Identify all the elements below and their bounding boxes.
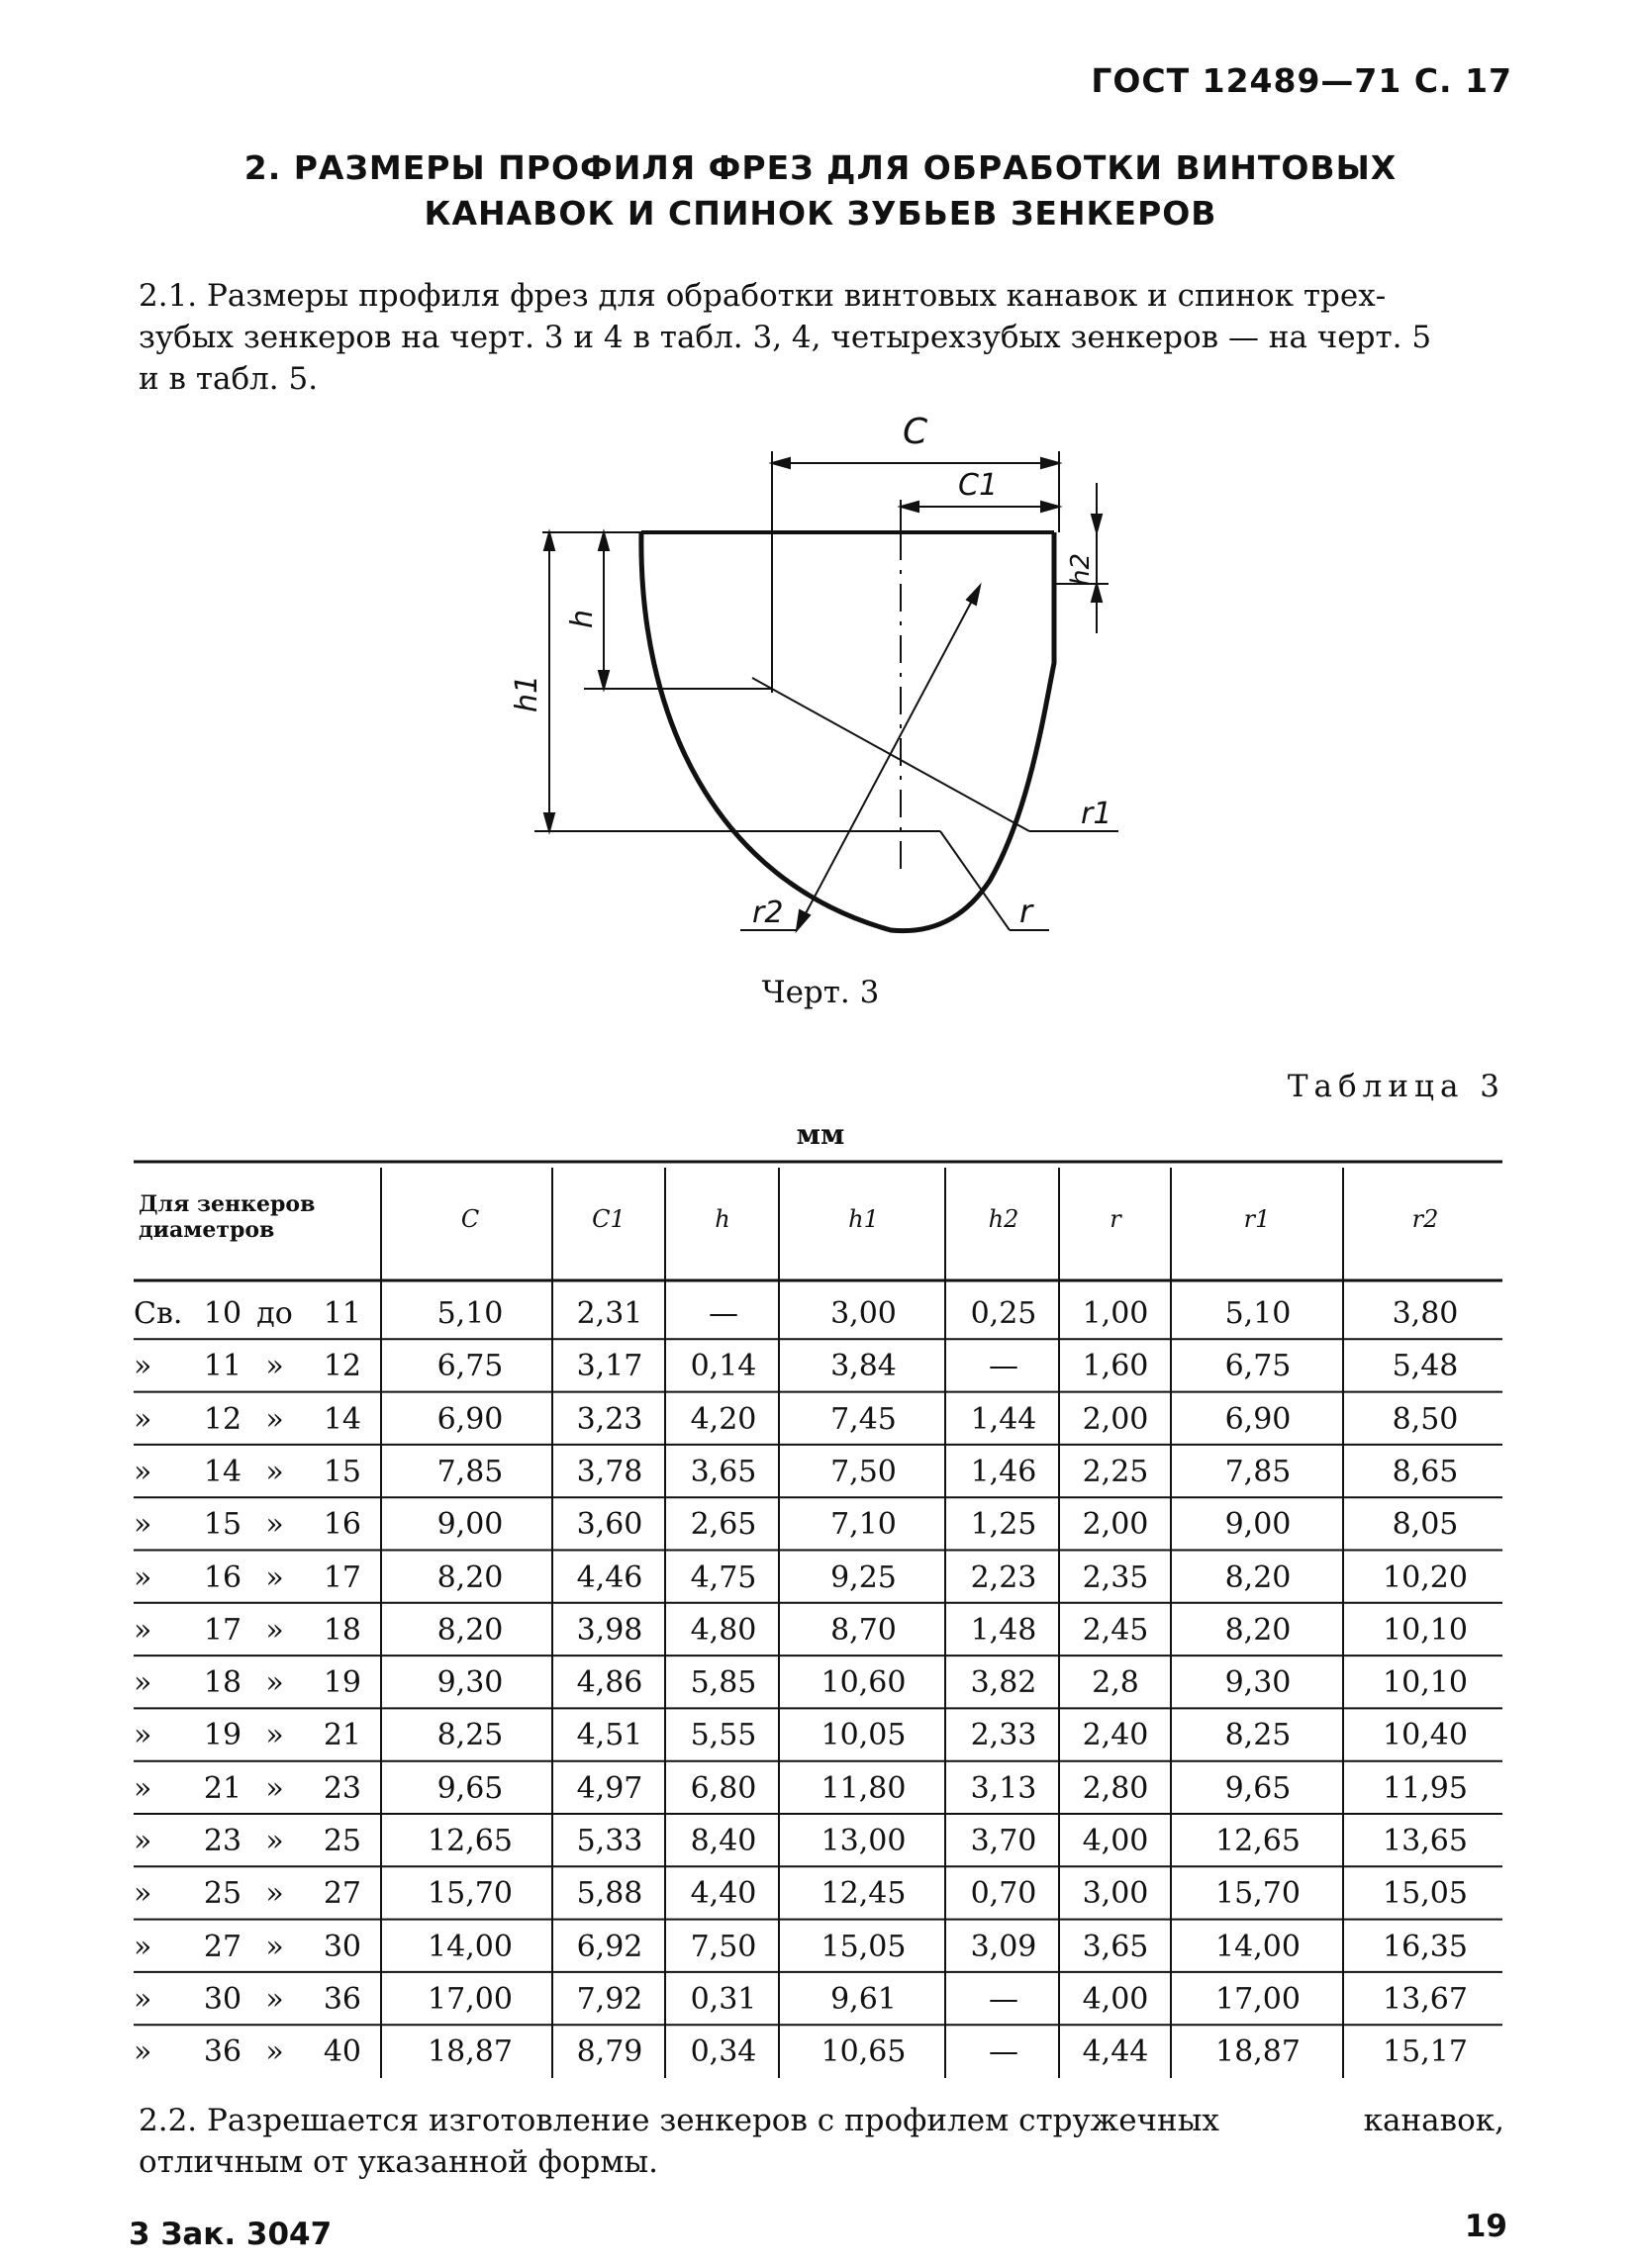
row-to: 15 bbox=[323, 1454, 361, 1489]
row-from: 36 bbox=[203, 2034, 242, 2070]
row-sep: » bbox=[265, 1824, 284, 1858]
row-from: 27 bbox=[203, 1929, 242, 1964]
paragraph-line: зубых зенкеров на черт. 3 и 4 в табл. 3, 4, четырехзубых зенкеров — на черт. 5 bbox=[139, 320, 1432, 355]
paragraph-line: отличным от указанной формы. bbox=[139, 2144, 659, 2180]
cell-r1: 9,30 bbox=[1224, 1665, 1292, 1701]
cell-c1: 4,86 bbox=[576, 1665, 643, 1701]
cell-c: 17,00 bbox=[428, 1981, 513, 2017]
cell-r2: 11,95 bbox=[1383, 1770, 1468, 1806]
label-h: h bbox=[565, 609, 600, 628]
row-from: 17 bbox=[203, 1612, 242, 1648]
cell-r: 2,35 bbox=[1082, 1559, 1149, 1595]
row-sep: » bbox=[265, 1665, 284, 1701]
cell-h1: 10,05 bbox=[820, 1718, 907, 1753]
row-prefix: » bbox=[134, 1824, 152, 1858]
row-sep: » bbox=[265, 1718, 284, 1753]
arrow-head bbox=[1092, 515, 1102, 532]
cell-h2: — bbox=[989, 2034, 1018, 2070]
row-prefix: » bbox=[134, 1929, 152, 1964]
arrow-head bbox=[599, 532, 609, 550]
arrow-head bbox=[772, 458, 790, 468]
header-col-c1: C1 bbox=[592, 1205, 626, 1233]
label-r1: r1 bbox=[1081, 797, 1112, 831]
row-to: 23 bbox=[323, 1770, 361, 1806]
cell-h: 5,85 bbox=[690, 1665, 757, 1701]
row-prefix: » bbox=[134, 1454, 152, 1489]
cell-r: 2,40 bbox=[1082, 1718, 1149, 1753]
radius-r-leader bbox=[940, 831, 1010, 930]
arrow-head bbox=[544, 532, 554, 550]
label-c1: C1 bbox=[958, 468, 999, 503]
cell-r1: 5,10 bbox=[1224, 1296, 1292, 1331]
cell-c1: 4,46 bbox=[576, 1559, 643, 1595]
cell-r: 1,60 bbox=[1082, 1349, 1149, 1384]
header-col-h: h bbox=[715, 1205, 730, 1233]
row-prefix: » bbox=[134, 1612, 152, 1648]
cell-h2: 3,09 bbox=[970, 1929, 1037, 1964]
arrow-head bbox=[1041, 458, 1059, 468]
row-prefix: » bbox=[134, 1770, 152, 1806]
cell-r: 4,44 bbox=[1082, 2034, 1149, 2070]
header-col-c: C bbox=[460, 1205, 480, 1233]
cell-h1: 10,60 bbox=[820, 1665, 907, 1701]
cell-h: 3,65 bbox=[690, 1454, 757, 1489]
row-to: 16 bbox=[323, 1507, 361, 1543]
cell-c1: 2,31 bbox=[576, 1296, 643, 1331]
row-to: 19 bbox=[323, 1665, 361, 1701]
row-to: 12 bbox=[323, 1349, 361, 1384]
row-sep: » bbox=[265, 1929, 284, 1964]
paragraph-line: и в табл. 5. bbox=[139, 361, 319, 397]
cell-h2: 2,23 bbox=[970, 1559, 1037, 1595]
cell-c: 8,20 bbox=[436, 1559, 504, 1595]
cell-c: 6,90 bbox=[436, 1401, 504, 1437]
row-to: 27 bbox=[323, 1876, 361, 1912]
paragraph-2-2 bbox=[139, 2100, 1504, 2183]
row-sep: » bbox=[265, 2034, 284, 2070]
row-sep: » bbox=[265, 1612, 284, 1648]
cell-h1: 10,65 bbox=[820, 2034, 907, 2070]
row-from: 18 bbox=[203, 1665, 242, 1701]
row-prefix: » bbox=[134, 2034, 152, 2070]
label-c: C bbox=[903, 416, 928, 452]
cell-r2: 10,40 bbox=[1383, 1718, 1468, 1753]
row-from: 23 bbox=[203, 1824, 242, 1858]
cell-c: 12,65 bbox=[428, 1824, 513, 1858]
row-to: 21 bbox=[323, 1718, 361, 1753]
cell-r1: 8,20 bbox=[1224, 1612, 1292, 1648]
header-col-h1: h1 bbox=[848, 1205, 879, 1233]
row-sep: до bbox=[256, 1296, 293, 1331]
cell-r2: 10,20 bbox=[1383, 1559, 1468, 1595]
arrow-head bbox=[1041, 502, 1059, 512]
section-title-line2: КАНАВОК И СПИНОК ЗУБЬЕВ ЗЕНКЕРОВ bbox=[424, 194, 1217, 233]
row-from: 10 bbox=[203, 1296, 242, 1331]
row-from: 15 bbox=[203, 1507, 242, 1543]
cell-h: 4,20 bbox=[690, 1401, 757, 1437]
cell-h2: — bbox=[989, 1981, 1018, 2017]
row-sep: » bbox=[265, 1981, 284, 2017]
cell-c1: 8,79 bbox=[576, 2034, 643, 2070]
cell-r2: 8,65 bbox=[1392, 1454, 1459, 1489]
cell-r2: 13,65 bbox=[1383, 1824, 1468, 1858]
label-h1: h1 bbox=[510, 674, 544, 712]
row-prefix: Св. bbox=[134, 1296, 183, 1331]
cell-h1: 11,80 bbox=[820, 1770, 907, 1806]
cell-h2: 1,25 bbox=[970, 1507, 1037, 1543]
cell-h2: 0,70 bbox=[970, 1876, 1037, 1912]
cell-r1: 18,87 bbox=[1215, 2034, 1301, 2070]
row-from: 21 bbox=[203, 1770, 242, 1806]
cell-h2: — bbox=[989, 1349, 1018, 1384]
header-col-r1: r1 bbox=[1243, 1205, 1271, 1233]
cell-h2: 2,33 bbox=[970, 1718, 1037, 1753]
cell-r1: 15,70 bbox=[1215, 1876, 1301, 1912]
header-col-r: r bbox=[1110, 1205, 1121, 1233]
arrow-head bbox=[901, 502, 918, 512]
cell-h: 0,14 bbox=[690, 1349, 757, 1384]
row-prefix: » bbox=[134, 1718, 152, 1753]
cell-c1: 3,23 bbox=[576, 1401, 643, 1437]
row-prefix: » bbox=[134, 1665, 152, 1701]
cell-r: 2,45 bbox=[1082, 1612, 1149, 1648]
cell-r2: 13,67 bbox=[1383, 1981, 1468, 2017]
cell-h1: 7,45 bbox=[830, 1401, 897, 1437]
paragraph-line: канавок, bbox=[1363, 2103, 1504, 2138]
cell-r2: 10,10 bbox=[1383, 1665, 1468, 1701]
cell-h: 0,34 bbox=[690, 2034, 757, 2070]
cell-r2: 5,48 bbox=[1392, 1349, 1459, 1384]
cell-h1: 7,10 bbox=[830, 1507, 897, 1543]
cell-r: 2,80 bbox=[1082, 1770, 1149, 1806]
cell-r: 1,00 bbox=[1082, 1296, 1149, 1331]
cell-c1: 5,33 bbox=[576, 1824, 643, 1858]
cell-r2: 8,50 bbox=[1392, 1401, 1459, 1437]
cell-r1: 9,65 bbox=[1224, 1770, 1292, 1806]
cell-r1: 17,00 bbox=[1215, 1981, 1301, 2017]
arrow-head bbox=[599, 671, 609, 689]
cell-h: 7,50 bbox=[690, 1929, 757, 1964]
cell-r2: 15,17 bbox=[1383, 2034, 1468, 2070]
row-prefix: » bbox=[134, 1349, 152, 1384]
cell-r2: 8,05 bbox=[1392, 1507, 1459, 1543]
cell-c: 15,70 bbox=[428, 1876, 513, 1912]
cell-r1: 6,90 bbox=[1224, 1401, 1292, 1437]
footer-order-number: 3 Зак. 3047 bbox=[129, 2217, 333, 2252]
page-header-code: ГОСТ 12489—71 С. 17 bbox=[1091, 61, 1512, 100]
cell-c: 18,87 bbox=[428, 2034, 513, 2070]
cell-c1: 5,88 bbox=[576, 1876, 643, 1912]
section-title-line1: 2. РАЗМЕРЫ ПРОФИЛЯ ФРЕЗ ДЛЯ ОБРАБОТКИ ВИНТОВЫХ bbox=[243, 148, 1398, 187]
row-prefix: » bbox=[134, 1559, 152, 1595]
cell-c: 5,10 bbox=[436, 1296, 504, 1331]
row-from: 19 bbox=[203, 1718, 242, 1753]
cell-r: 2,00 bbox=[1082, 1507, 1149, 1543]
cell-r1: 8,20 bbox=[1224, 1559, 1292, 1595]
cell-c1: 3,98 bbox=[576, 1612, 643, 1648]
cell-c: 8,20 bbox=[436, 1612, 504, 1648]
paragraph-line: 2.1. Размеры профиля фрез для обработки винтовых канавок и спинок трех- bbox=[139, 278, 1387, 314]
cell-c: 9,30 bbox=[436, 1665, 504, 1701]
header-diameters-line1: Для зенкеров bbox=[139, 1191, 316, 1217]
row-sep: » bbox=[265, 1770, 284, 1806]
row-from: 11 bbox=[203, 1349, 242, 1384]
cell-c: 14,00 bbox=[428, 1929, 513, 1964]
cell-r1: 8,25 bbox=[1224, 1718, 1292, 1753]
cell-r: 2,8 bbox=[1092, 1665, 1139, 1701]
row-to: 11 bbox=[323, 1296, 361, 1331]
paragraph-2-1 bbox=[139, 275, 1499, 400]
cell-h1: 9,25 bbox=[830, 1559, 897, 1595]
cell-h: — bbox=[709, 1296, 738, 1331]
cell-c: 8,25 bbox=[436, 1718, 504, 1753]
row-sep: » bbox=[265, 1349, 284, 1384]
row-to: 18 bbox=[323, 1612, 361, 1648]
header-diameters-line2: диаметров bbox=[139, 1217, 275, 1243]
cell-h: 2,65 bbox=[690, 1507, 757, 1543]
row-prefix: » bbox=[134, 1876, 152, 1912]
cell-h1: 12,45 bbox=[820, 1876, 907, 1912]
row-from: 16 bbox=[203, 1559, 242, 1595]
row-prefix: » bbox=[134, 1507, 152, 1543]
cell-h: 4,80 bbox=[690, 1612, 757, 1648]
cell-h1: 13,00 bbox=[820, 1824, 907, 1858]
radius-r2-leader bbox=[797, 586, 980, 930]
cell-r2: 15,05 bbox=[1383, 1876, 1468, 1912]
arrow-head bbox=[544, 813, 554, 831]
cell-h2: 0,25 bbox=[970, 1296, 1037, 1331]
row-to: 36 bbox=[323, 1981, 361, 2017]
row-sep: » bbox=[265, 1454, 284, 1489]
cell-r1: 7,85 bbox=[1224, 1454, 1292, 1489]
cell-h: 6,80 bbox=[690, 1770, 757, 1806]
row-to: 30 bbox=[323, 1929, 361, 1964]
row-to: 14 bbox=[323, 1401, 361, 1437]
cell-h2: 3,82 bbox=[970, 1665, 1037, 1701]
cell-c: 9,00 bbox=[436, 1507, 504, 1543]
arrow-head bbox=[797, 910, 810, 930]
cell-h2: 3,70 bbox=[970, 1824, 1037, 1858]
header-col-h2: h2 bbox=[988, 1205, 1019, 1233]
cell-h2: 3,13 bbox=[970, 1770, 1037, 1806]
cell-r2: 16,35 bbox=[1383, 1929, 1468, 1964]
cell-h1: 8,70 bbox=[830, 1612, 897, 1648]
cell-c1: 4,97 bbox=[576, 1770, 643, 1806]
label-r: r bbox=[1019, 893, 1033, 930]
cell-r: 3,65 bbox=[1082, 1929, 1149, 1964]
row-from: 30 bbox=[203, 1981, 242, 2017]
cell-h: 8,40 bbox=[690, 1824, 757, 1858]
cell-r1: 6,75 bbox=[1224, 1349, 1292, 1384]
row-sep: » bbox=[265, 1507, 284, 1543]
cell-h: 4,40 bbox=[690, 1876, 757, 1912]
cell-h2: 1,46 bbox=[970, 1454, 1037, 1489]
row-to: 40 bbox=[323, 2034, 361, 2070]
cell-r2: 3,80 bbox=[1392, 1296, 1459, 1331]
cell-h1: 3,84 bbox=[830, 1349, 897, 1384]
cell-r: 4,00 bbox=[1082, 1824, 1149, 1858]
cell-c1: 4,51 bbox=[576, 1718, 643, 1753]
cell-h2: 1,48 bbox=[970, 1612, 1037, 1648]
cell-h1: 15,05 bbox=[820, 1929, 907, 1964]
cell-r1: 12,65 bbox=[1215, 1824, 1301, 1858]
cell-r1: 9,00 bbox=[1224, 1507, 1292, 1543]
cell-h1: 9,61 bbox=[830, 1981, 897, 2017]
row-prefix: » bbox=[134, 1401, 152, 1437]
cell-c: 9,65 bbox=[436, 1770, 504, 1806]
cell-c1: 3,78 bbox=[576, 1454, 643, 1489]
page-number: 19 bbox=[1464, 2209, 1507, 2244]
cell-c1: 3,60 bbox=[576, 1507, 643, 1543]
header-col-r2: r2 bbox=[1411, 1205, 1439, 1233]
cell-h2: 1,44 bbox=[970, 1401, 1037, 1437]
row-sep: » bbox=[265, 1401, 284, 1437]
profile-drawing bbox=[475, 416, 1188, 970]
label-r2: r2 bbox=[752, 896, 784, 930]
table-label: Таблица 3 bbox=[1287, 1069, 1505, 1104]
cell-c1: 3,17 bbox=[576, 1349, 643, 1384]
row-prefix: » bbox=[134, 1981, 152, 2017]
cell-r1: 14,00 bbox=[1215, 1929, 1301, 1964]
cell-h: 5,55 bbox=[690, 1718, 757, 1753]
cell-h1: 3,00 bbox=[830, 1296, 897, 1331]
cell-h1: 7,50 bbox=[830, 1454, 897, 1489]
row-from: 12 bbox=[203, 1401, 242, 1437]
table-units: мм bbox=[796, 1118, 845, 1151]
label-h2: h2 bbox=[1066, 552, 1096, 586]
row-sep: » bbox=[265, 1876, 284, 1912]
row-from: 25 bbox=[203, 1876, 242, 1912]
cell-c: 7,85 bbox=[436, 1454, 504, 1489]
row-from: 14 bbox=[203, 1454, 242, 1489]
cell-r2: 10,10 bbox=[1383, 1612, 1468, 1648]
cell-c: 6,75 bbox=[436, 1349, 504, 1384]
cell-c1: 6,92 bbox=[576, 1929, 643, 1964]
header-diameters bbox=[139, 1191, 376, 1243]
paragraph-line: 2.2. Разрешается изготовление зенкеров с профилем стружечных bbox=[139, 2103, 1219, 2138]
row-sep: » bbox=[265, 1559, 284, 1595]
cell-h: 0,31 bbox=[690, 1981, 757, 2017]
drawing-caption: Черт. 3 bbox=[761, 975, 880, 1010]
cell-r: 2,25 bbox=[1082, 1454, 1149, 1489]
row-to: 25 bbox=[323, 1824, 361, 1858]
row-to: 17 bbox=[323, 1559, 361, 1595]
cell-r: 2,00 bbox=[1082, 1401, 1149, 1437]
cell-h: 4,75 bbox=[690, 1559, 757, 1595]
cell-r: 4,00 bbox=[1082, 1981, 1149, 2017]
cell-r: 3,00 bbox=[1082, 1876, 1149, 1912]
cell-c1: 7,92 bbox=[576, 1981, 643, 2017]
arrow-head bbox=[967, 586, 980, 605]
